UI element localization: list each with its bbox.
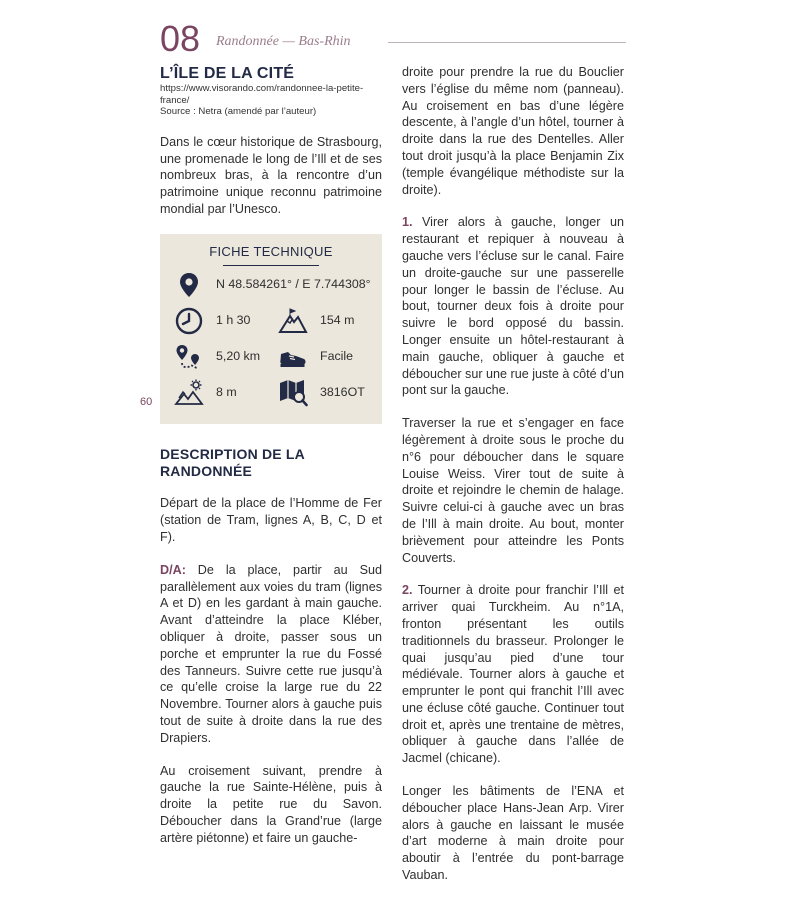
distance-route-icon [174,342,204,372]
fiche-title-rule [223,265,319,266]
chapter-subtitle: Randonnée — Bas-Rhin [216,34,351,49]
fiche-map: 3816OT [320,384,365,399]
left-paragraph-3: Au croisement suivant, prendre à gauche la rue Sainte-Hélène, puis à droite la petite rue du Savon. Déboucher dans la Grand’rue (large artère piétonne) et faire un gauche- [160,763,382,845]
fiche-row-coordinates [174,270,372,300]
page-title: L’ÎLE DE LA CITÉ [160,65,295,82]
da-label: D/A: [160,562,186,577]
fiche-row-distance [174,342,372,372]
fiche-ascent: 8 m [216,384,237,399]
fiche-duration: 1 h 30 [216,312,251,327]
fiche-title: FICHE TECHNIQUE [209,243,333,259]
right-column [402,64,624,900]
start-paragraph: Départ de la place de l’Homme de Fer (station de Tram, lignes A, B, C, D et F). [160,496,382,544]
source-block [160,83,382,118]
fiche-technique-box [160,234,382,424]
source-url[interactable]: https://www.visorando.com/randonnee-la-petite-france/ [160,83,364,106]
step-2-label: 2. [402,583,413,598]
fiche-row-duration [174,306,372,336]
step-1-text: Virer alors à gauche, longer un restaurant et repiquer à nouveau à gauche vers l’écluse sur le canal. Faire un droite-gauche sur une passerelle pour longer le bassin de l’écluse. Au bout, tourner deux fois à droite pour suivre le bord opposé du bassin. Longer ensuite un hôtel-restaurant à main gauche, obliquer à gauche et déboucher sur une rue juste à côté d’un pont sur la gauche. [402,215,624,398]
step-1-label: 1. [402,215,413,230]
step-2-text: Tourner à droite pour franchir l’Ill et arriver quai Turckheim. Au n°1A, fronton présentant les outils traditionnels du brasseur. Prolonger le quai jusqu’au pied d’une tour médiévale. Tourner alors à gauche et emprunter le pont qui franchit l’Ill avec une écluse côté gauche. Continuer tout droit et, après une trentaine de mètres, obliquer à gauche dans l’allée de Jacmel (chicane). [402,583,624,766]
header-rule [388,42,626,43]
map-search-icon [278,378,308,408]
da-paragraph [160,562,382,747]
chapter-number: 08 [160,18,201,59]
page-number: 60 [140,396,153,408]
right-paragraph-5: Longer les bâtiments de l’ENA et déboucher place Hans-Jean Arp. Virer alors à gauche en laissant le musée d’art moderne à main droite pour aboutir à l’entrée du pont-barrage Vauban. [402,784,624,883]
fiche-difficulty: Facile [320,348,354,363]
hiking-shoe-icon [278,342,308,372]
clock-icon [174,306,204,336]
fiche-coordinates: N 48.584261° / E 7.744308° [216,276,371,291]
fiche-distance: 5,20 km [216,348,261,363]
fiche-row-ascent [174,378,372,408]
right-paragraph-3: Traverser la rue et s’engager en face légèrement à droite sous le proche du n°6 pour déboucher dans le square Louise Weiss. Virer tout de suite à droite et rejoindre le chemin de halage. Suivre celui-ci à gauche avec un bras de l’Ill à main droite. Au bout, monter brièvement pour atteindre les Ponts Couverts. [402,416,624,565]
intro-paragraph: Dans le cœur historique de Strasbourg, une promenade le long de l’Ill et de ses nombreux bras, à la rencontre d’un patrimoine unique reconnu patrimoine mondial par l’Unesco. [160,134,382,216]
left-column [160,64,382,863]
mountain-icon [278,306,308,336]
fiche-elevation: 154 m [320,312,355,327]
right-paragraph-1: droite pour prendre la rue du Bouclier vers l’église du même nom (panneau). Au croisement en bas d’une légère descente, à l’angle d’un hôtel, tourner à droite dans la rue des Dentelles. Aller tout droit jusqu’à la place Benjamin Zix (temple évangélique méthodiste sur la droite). [402,65,624,197]
location-pin-icon [174,270,204,300]
ascent-sun-icon [174,378,204,408]
description-heading: DESCRIPTION DE LA RANDONNÉE [160,445,305,479]
step-1-paragraph [402,214,624,399]
da-text: De la place, partir au Sud parallèlement aux voies du tram (lignes A et D) en les gardant à main gauche. Avant d’atteindre la place Kléber, obliquer à droite, passer sous un porche et emprunter la rue du Fossé des Tanneurs. Suivre cette rue jusqu’à ce qu’elle croise la large rue du 22 Novembre. Tourner alors à gauche puis tout de suite à droite dans la rue des Drapiers. [160,562,382,745]
step-2-paragraph [402,582,624,767]
source-credit: Source : Netra (amendé par l’auteur) [160,106,317,118]
